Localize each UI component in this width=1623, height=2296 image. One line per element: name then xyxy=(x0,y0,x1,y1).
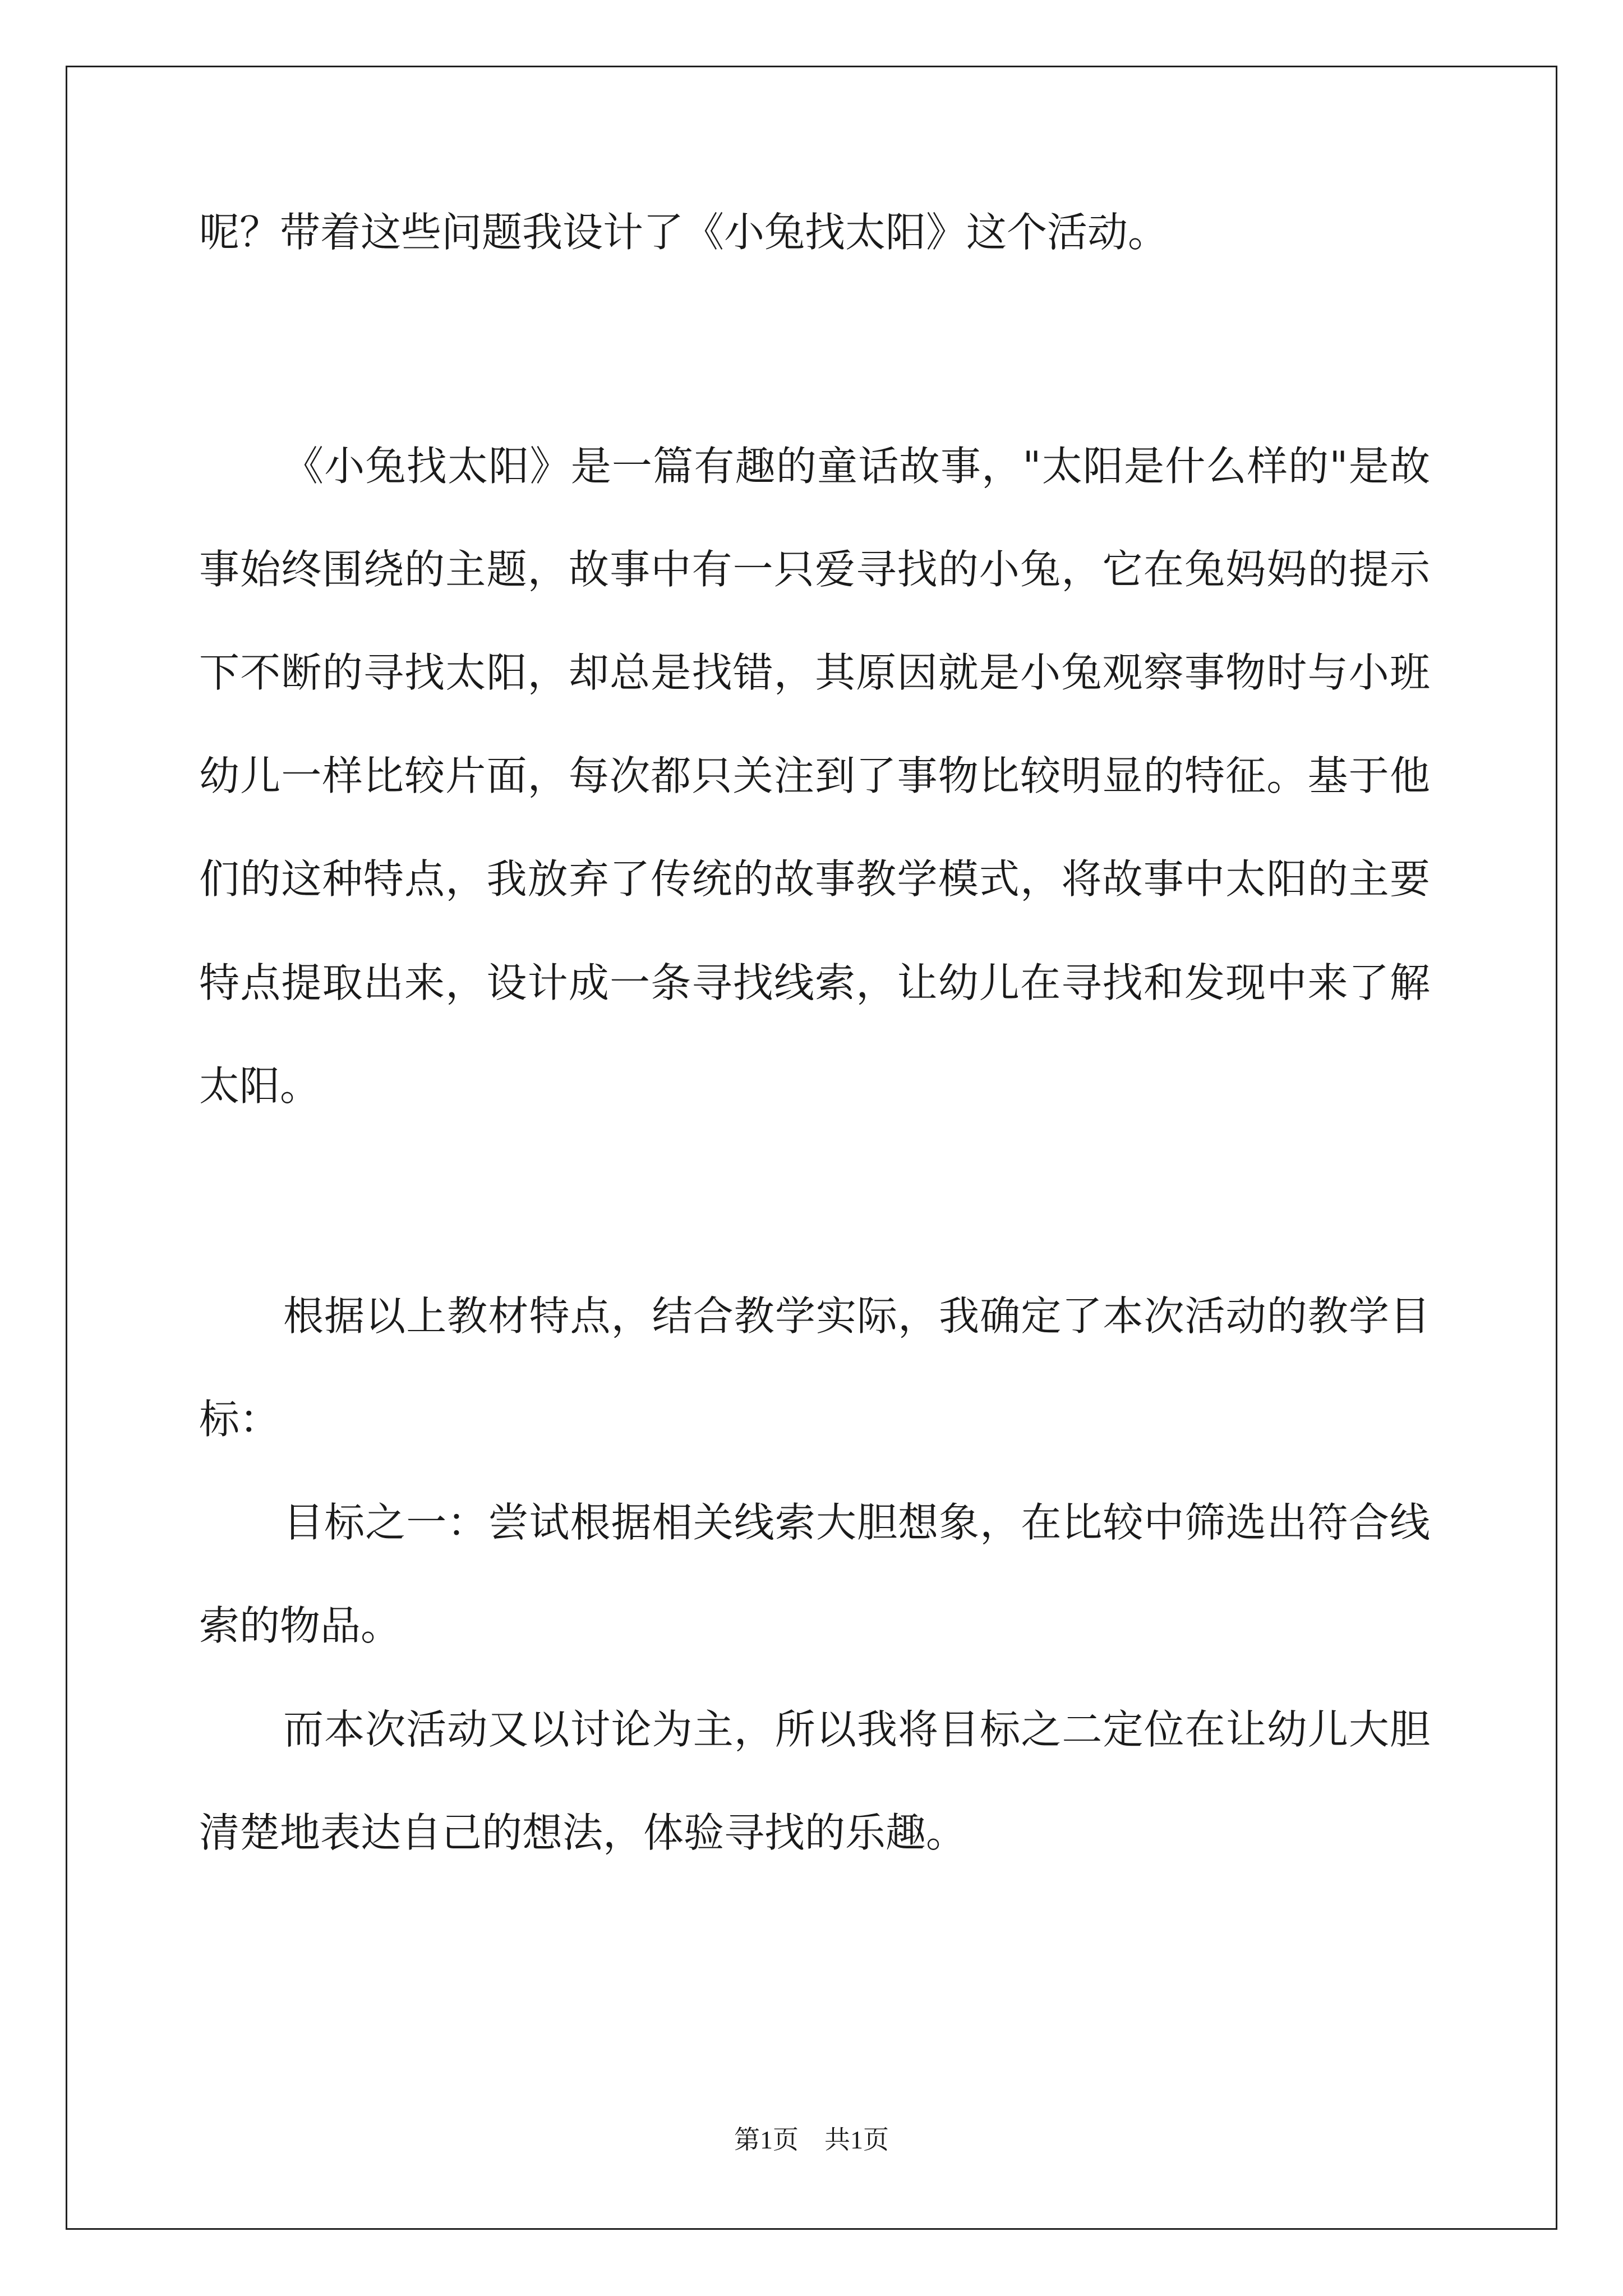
text-line: 幼儿一样比较片面，每次都只关注到了事物比较明显的特征。基于他 xyxy=(199,752,1430,799)
page-border xyxy=(66,66,1557,2230)
text-line: 们的这种特点，我放弃了传统的故事教学模式，将故事中太阳的主要 xyxy=(199,855,1430,903)
text-line: 太阳。 xyxy=(199,1062,321,1110)
text-line: 呢？带着这些问题我设计了《小兔找太阳》这个活动。 xyxy=(199,209,1169,256)
text-line: 索的物品。 xyxy=(199,1602,402,1649)
text-line: 清楚地表达自己的想法，体验寻找的乐趣。 xyxy=(199,1809,967,1856)
text-line: 下不断的寻找太阳，却总是找错，其原因就是小兔观察事物时与小班 xyxy=(199,649,1430,696)
text-line: 事始终围绕的主题，故事中有一只爱寻找的小兔，它在兔妈妈的提示 xyxy=(199,546,1430,593)
page-number-footer: 第1页 共1页 xyxy=(734,2125,889,2154)
text-line: 根据以上教材特点，结合教学实际，我确定了本次活动的教学目 xyxy=(283,1292,1430,1340)
text-line: 目标之一：尝试根据相关线索大胆想象，在比较中筛选出符合线 xyxy=(283,1499,1430,1546)
text-line: 《小兔找太阳》是一篇有趣的童话故事，"太阳是什么样的"是故 xyxy=(283,443,1430,490)
text-line: 而本次活动又以讨论为主，所以我将目标之二定位在让幼儿大胆 xyxy=(283,1706,1430,1753)
text-line: 特点提取出来，设计成一条寻找线索，让幼儿在寻找和发现中来了解 xyxy=(199,959,1430,1006)
text-line: 标： xyxy=(199,1396,280,1443)
